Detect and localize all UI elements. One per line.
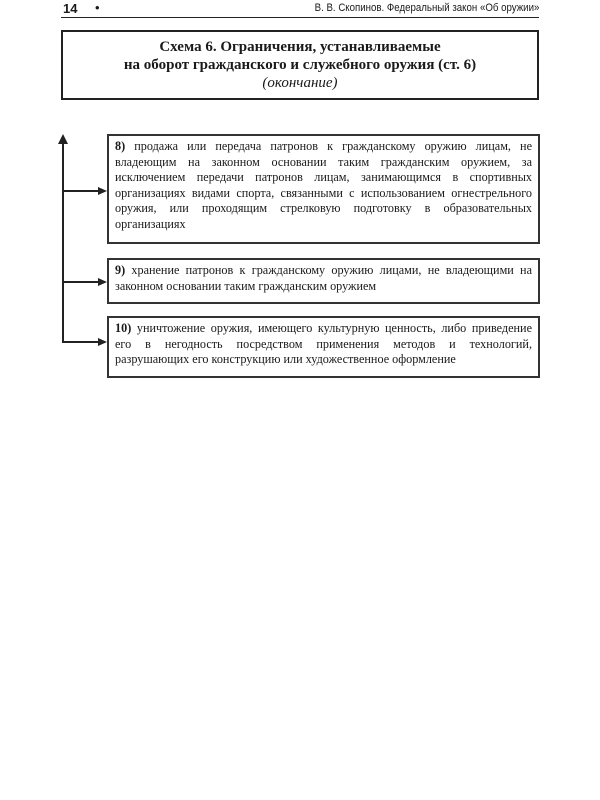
item-text: уничтожение оружия, имеющего культурную ценность, либо приведение его в негодность посредством применения методов и технологий, разрушающих его конструкцию или художественное оформление xyxy=(115,321,532,366)
item-text: продажа или передача патронов к гражданскому оружию лицам, не владеющим на законном основании таким гражданским оружием, за исключением передачи патронов лицам, занимающимся в спортивных организациях видами спорта, связанными с использованием огнестрельного оружия, или проходящим стрелковую подготовку в образовательных организациях xyxy=(115,139,532,231)
vertical-connector-line xyxy=(62,140,64,343)
item-number: 8) xyxy=(115,139,126,153)
scheme-title-line-1: Схема 6. Ограничения, устанавливаемые xyxy=(159,39,441,55)
scheme-item-8 xyxy=(107,134,540,244)
item-number: 9) xyxy=(115,263,126,277)
arrow-right-icon xyxy=(98,187,107,195)
scheme-item-10 xyxy=(107,316,540,378)
connector-line-item-10 xyxy=(62,341,100,343)
header-bullet: • xyxy=(95,0,100,15)
item-text: хранение патронов к гражданскому оружию лицами, не владеющими на законном основании таким гражданским оружием xyxy=(115,263,532,293)
connector-line-item-9 xyxy=(62,281,100,283)
scheme-title-box xyxy=(61,30,539,100)
scheme-subtitle: (окончание) xyxy=(262,75,338,91)
scheme-title-line-2: на оборот гражданского и служебного оружия (ст. 6) xyxy=(123,57,477,73)
running-title: В. В. Скопинов. Федеральный закон «Об оружии» xyxy=(314,2,539,14)
arrow-right-icon xyxy=(98,338,107,346)
scheme-item-9 xyxy=(107,258,540,304)
item-number: 10) xyxy=(115,321,132,335)
page-header xyxy=(61,0,539,18)
arrow-right-icon xyxy=(98,278,107,286)
connector-line-item-8 xyxy=(62,190,100,192)
page-number: 14 xyxy=(63,1,78,16)
